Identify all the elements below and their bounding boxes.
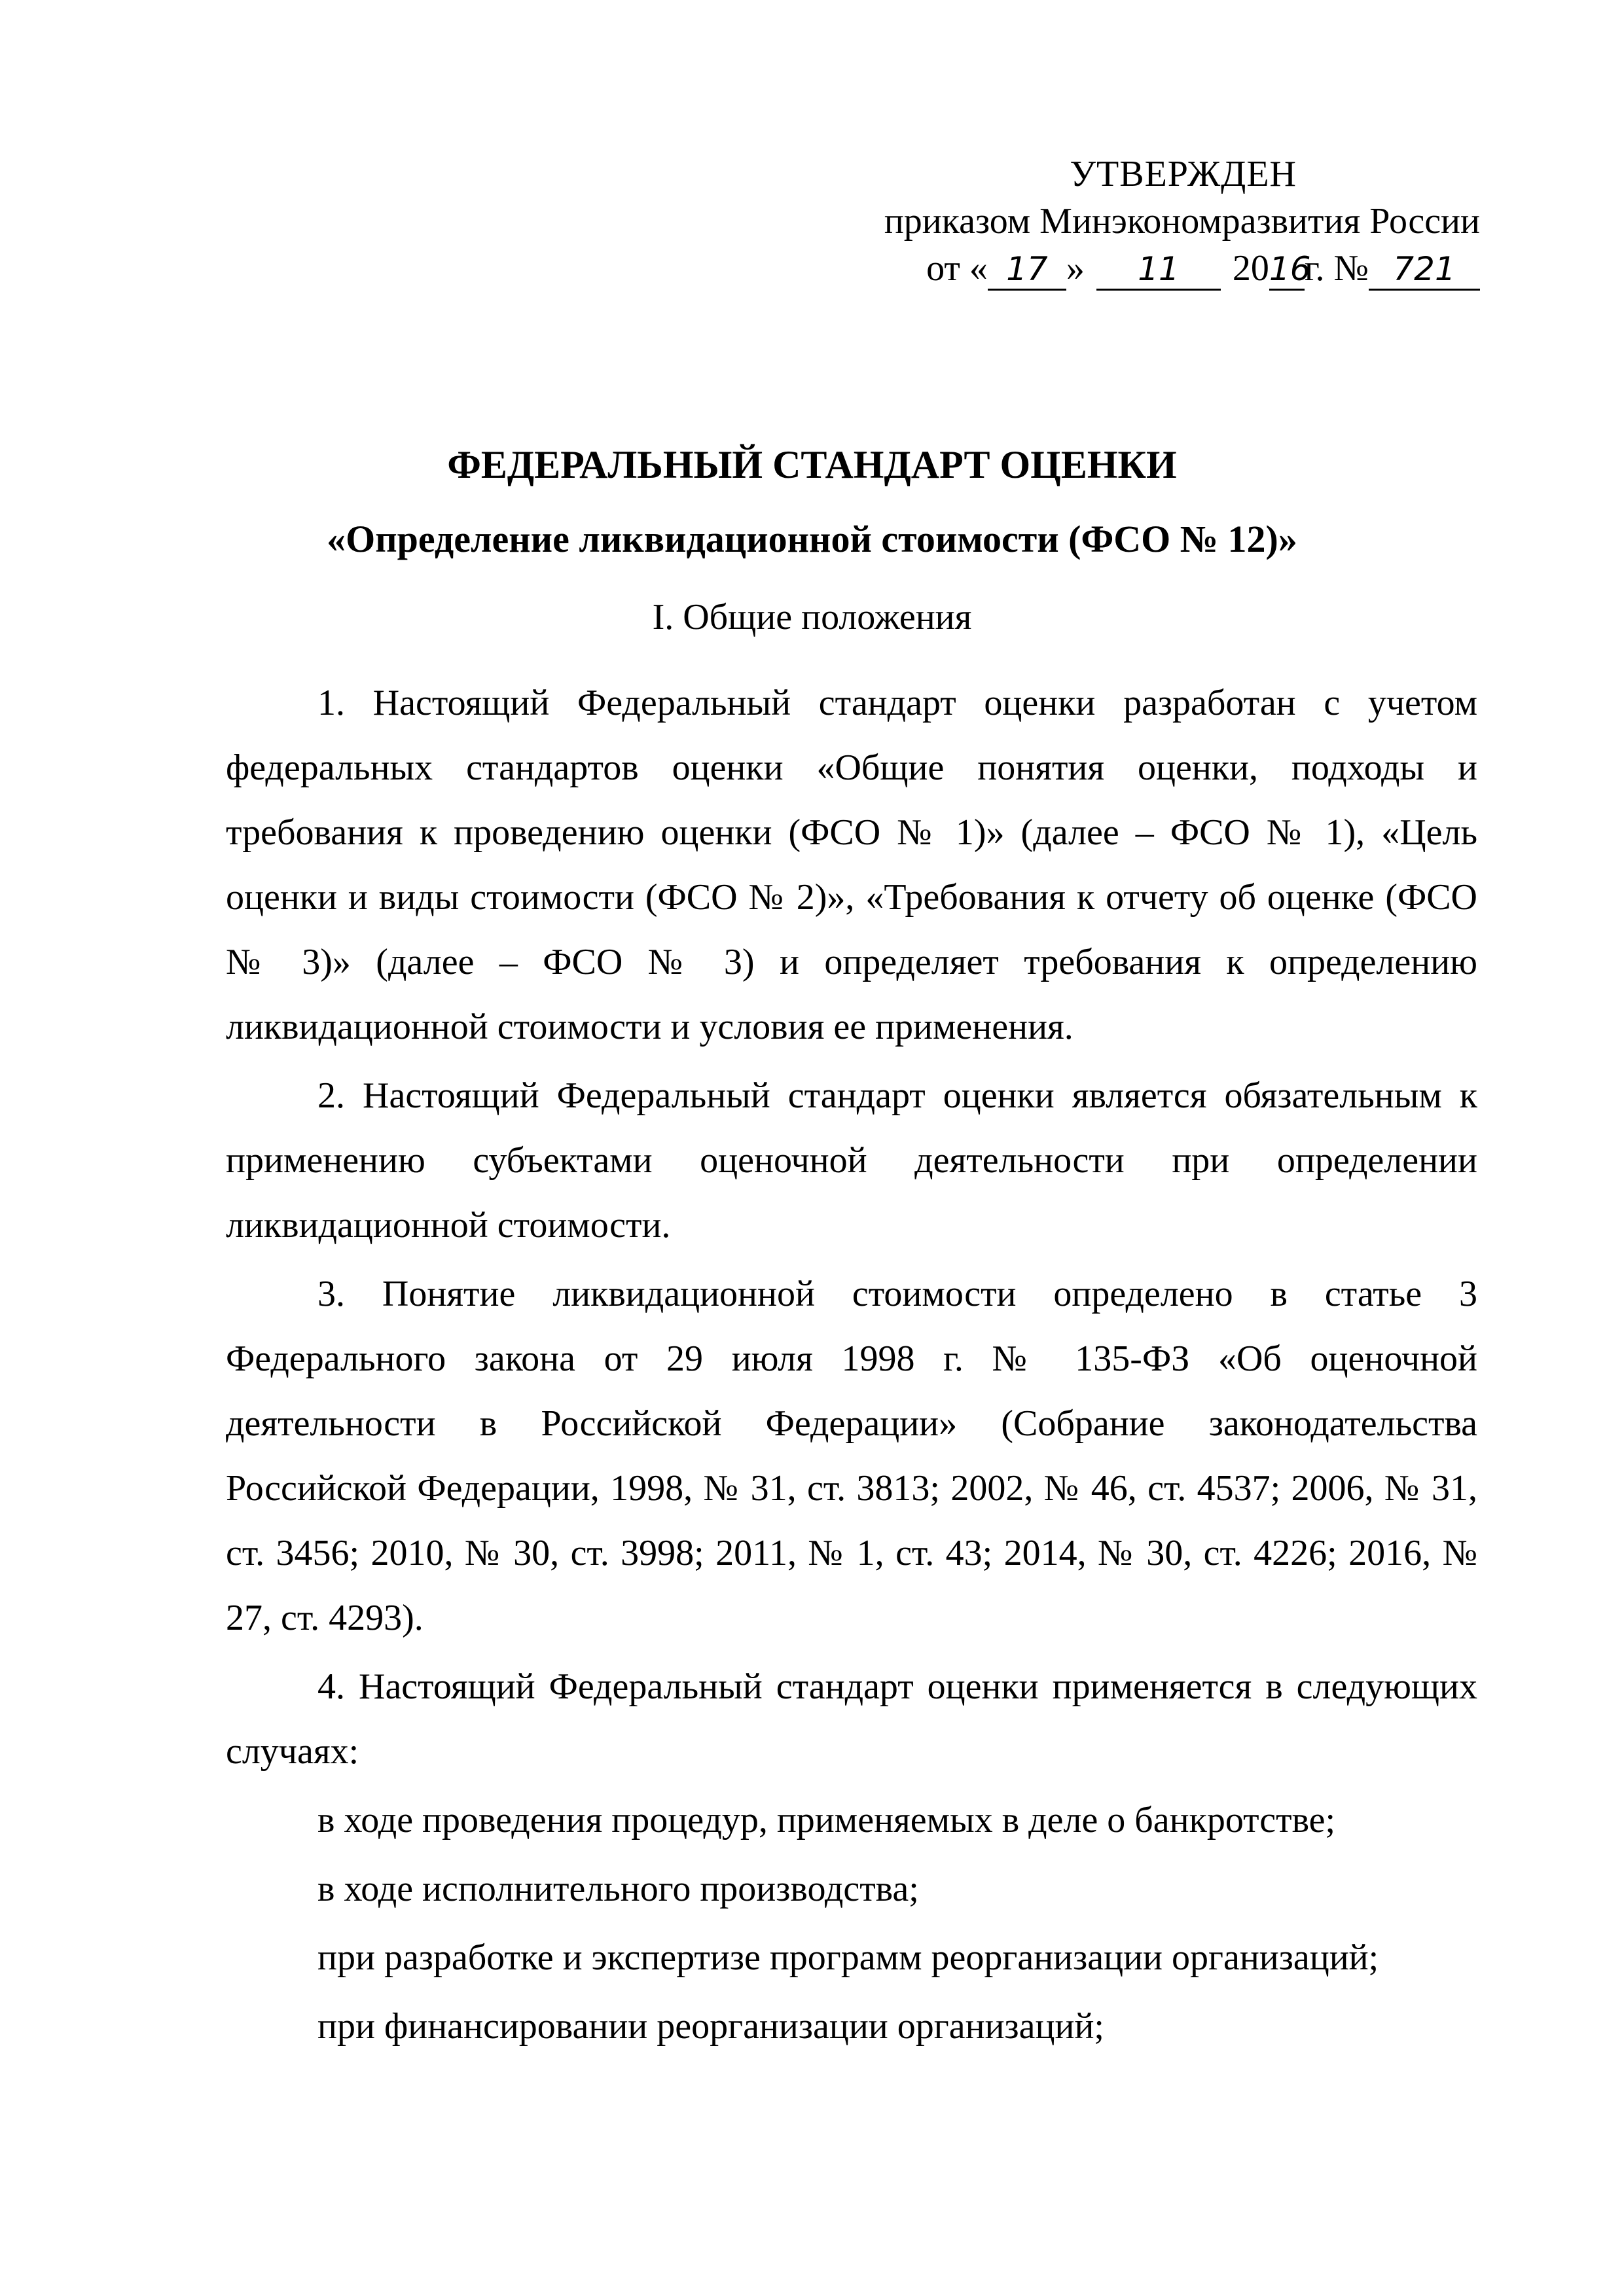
paragraph-3: 3. Понятие ликвидационной стоимости определено в статье 3 Федерального закона от 29 июля 1998 г. № 135-ФЗ «Об оценочной деятельности в Российской Федерации» (Собрание законодательства Российской Федерации, 1998, № 31, ст. 3813; 2002, № 46, ст. 4537; 2006, № 31, ст. 3456; 2010, № 30, ст. 3998; 2011, № 1, ст. 43; 2014, № 30, ст. 4226; 2016, № 27, ст. 4293).	[226, 1274, 1477, 1638]
approval-stamp	[839, 151, 1480, 292]
document-subtitle: «Определение ликвидационной стоимости (ФСО № 12)»	[327, 518, 1297, 560]
handwritten-day: 17	[988, 249, 1066, 291]
section-heading: I. Общие положения	[652, 597, 972, 637]
handwritten-month: 11	[1096, 249, 1221, 291]
document-title: ФЕДЕРАЛЬНЫЙ СТАНДАРТ ОЦЕНКИ	[447, 443, 1177, 486]
approval-date-line	[839, 245, 1480, 292]
date-prefix: от «	[926, 248, 988, 289]
paragraph-2: 2. Настоящий Федеральный стандарт оценки является обязательным к применению субъектами оценочной деятельности при определении ликвидационной стоимости.	[226, 1075, 1477, 1246]
quote-close: »	[1066, 248, 1085, 289]
approval-heading: УТВЕРЖДЕН	[1070, 154, 1297, 194]
handwritten-order-number: 721	[1369, 249, 1480, 291]
paragraph-1: 1. Настоящий Федеральный стандарт оценки разработан с учетом федеральных стандартов оценки «Общие понятия оценки, подходы и требования к проведению оценки (ФСО № 1)» (далее – ФСО № 1), «Цель оценки и виды стоимости (ФСО № 2)», «Требования к отчету об оценке (ФСО № 3)» (далее – ФСО № 3) и определяет требования к определению ликвидационной стоимости и условия ее применения.	[226, 683, 1477, 1047]
handwritten-year: 16	[1269, 249, 1305, 291]
case-item-3: при разработке и экспертизе программ реорганизации организаций;	[317, 1937, 1379, 1978]
case-item-4: при финансировании реорганизации организаций;	[317, 2006, 1104, 2047]
document-body	[226, 671, 1477, 2063]
year-marker: г. №	[1304, 248, 1369, 289]
case-item-2: в ходе исполнительного производства;	[317, 1869, 919, 1909]
case-item-1: в ходе проведения процедур, применяемых в деле о банкротстве;	[317, 1800, 1336, 1840]
approval-order-line: приказом Минэкономразвития России	[884, 201, 1480, 242]
paragraph-4: 4. Настоящий Федеральный стандарт оценки применяется в следующих случаях:	[226, 1666, 1477, 1772]
year-prefix: 20	[1232, 248, 1269, 289]
